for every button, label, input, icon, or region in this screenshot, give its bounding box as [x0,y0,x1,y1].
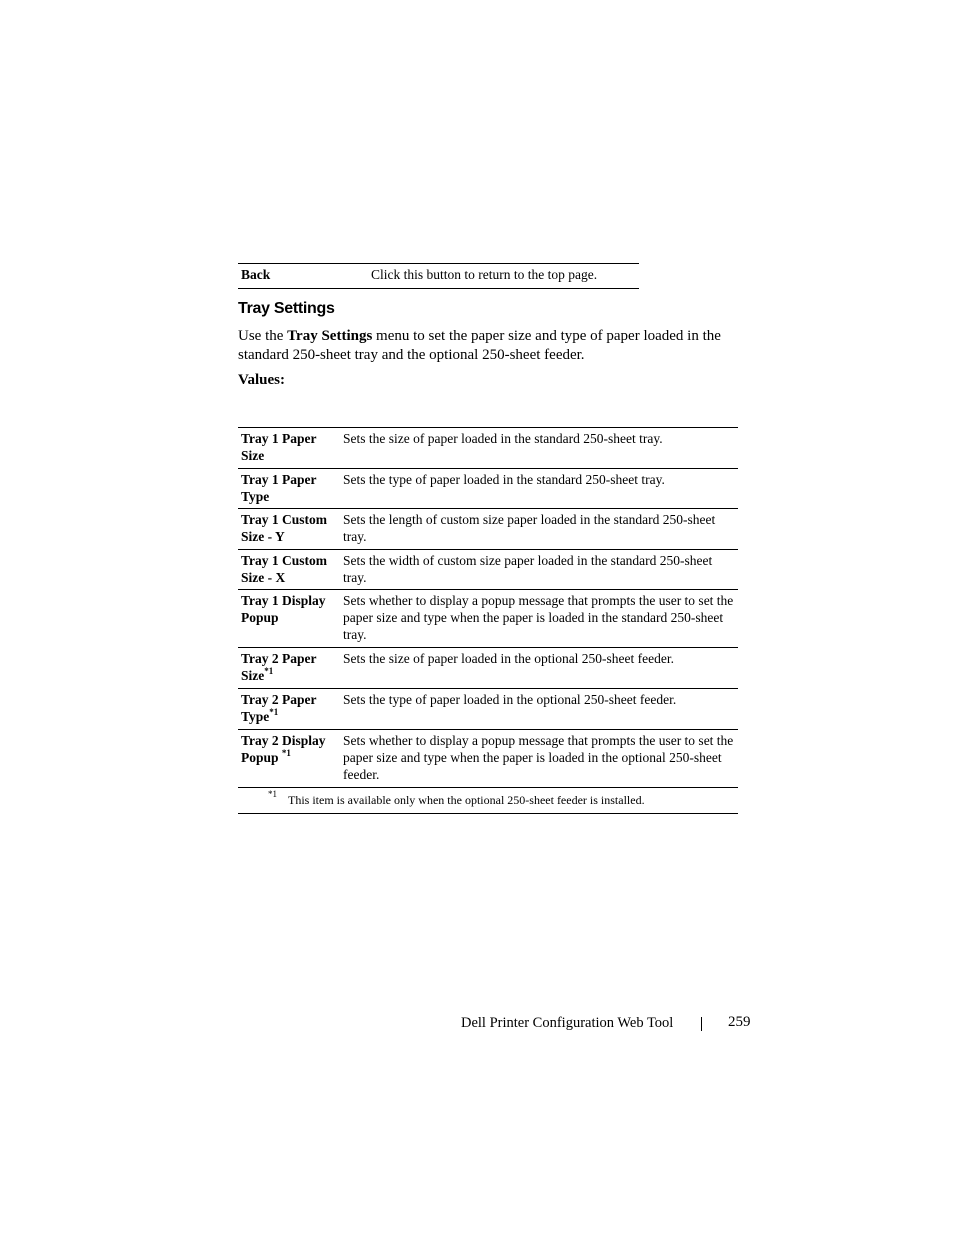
setting-description: Sets the size of paper loaded in the optional 250-sheet feeder. [343,651,675,666]
back-description: Click this button to return to the top page. [371,267,598,282]
footnote-reference: *1 [281,747,291,758]
table-row [238,590,738,648]
setting-name: Tray 2 Display Popup $^{*1}$ [241,733,326,765]
intro-suffix: menu to set the paper size and type of paper loaded in the standard 250-sheet tray and the optional 250-sheet feeder. [238,328,721,363]
setting-name: Tray 1 Custom Size - X [241,553,327,585]
table-footnote [238,788,738,814]
footnote-reference: *1 [269,706,279,717]
table-row [238,648,738,689]
values-table [238,427,738,814]
values-label: Values: [238,372,285,388]
setting-description: Sets the size of paper loaded in the standard 250-sheet tray. [343,431,663,446]
setting-description: Sets the length of custom size paper loaded in the standard 250-sheet tray. [343,512,716,544]
setting-description: Sets the width of custom size paper loaded in the standard 250-sheet tray. [343,553,713,585]
setting-name: Tray 2 Paper Size$^{*1}$ [241,651,317,683]
table-row [238,730,738,788]
setting-name: Tray 1 Paper Type [241,472,317,504]
page-number: 259 [728,1014,751,1030]
intro-menu-name: Tray Settings [287,328,373,344]
table-row [238,428,738,469]
setting-description: Sets the type of paper loaded in the optional 250-sheet feeder. [343,692,677,707]
section-heading: Tray Settings [238,300,335,317]
setting-name: Tray 2 Paper Type$^{*1}$ [241,692,317,724]
footer-title: Dell Printer Configuration Web Tool [461,1015,674,1031]
table-row [238,469,738,509]
setting-name: Tray 1 Display Popup [241,593,326,625]
table-row [238,550,738,590]
table-row [238,689,738,730]
back-row-table [238,263,639,289]
footnote-text: This item is available only when the optional 250-sheet feeder is installed. [288,793,645,807]
setting-description: Sets whether to display a popup message that prompts the user to set the paper size and type when the paper is loaded in the optional 250-sheet feeder. [343,733,734,782]
table-row [238,509,738,550]
setting-name: Tray 1 Custom Size - Y [241,512,327,544]
footnote-reference: *1 [264,665,274,676]
intro-prefix: Use the [238,328,288,344]
setting-name: Tray 1 Paper Size [241,431,317,463]
footer-separator [701,1017,702,1031]
footnote-mark: *1 [268,789,277,799]
back-label: Back [241,267,271,282]
intro-paragraph [238,327,748,365]
setting-description: Sets whether to display a popup message that prompts the user to set the paper size and type when the paper is loaded in the standard 250-sheet tray. [343,593,734,642]
setting-description: Sets the type of paper loaded in the standard 250-sheet tray. [343,472,665,487]
